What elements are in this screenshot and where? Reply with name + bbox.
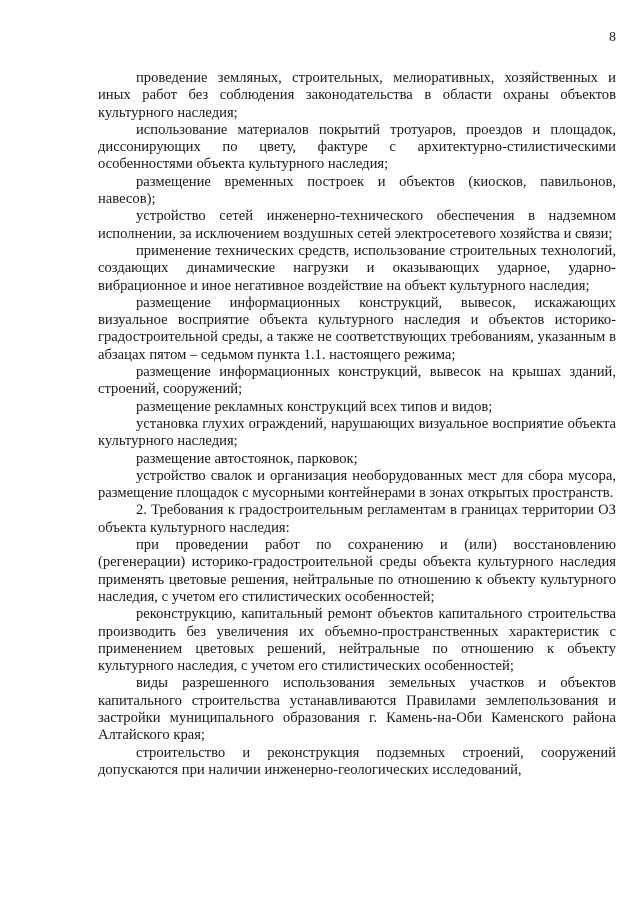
paragraph: устройство сетей инженерно-технического обеспечения в надземном исполнении, за исключением воздушных сетей электросетевого хозяйства и связи; bbox=[98, 208, 616, 242]
paragraph: установка глухих ограждений, нарушающих визуальное восприятие объекта культурного наследия; bbox=[98, 415, 616, 450]
paragraph: строительство и реконструкция подземных строений, сооружений допускаются при наличии инженерно-геологических исследований, bbox=[98, 744, 616, 778]
paragraph: размещение информационных конструкций, вывесок на крышах зданий, строений, сооружений; bbox=[98, 364, 616, 398]
paragraph: виды разрешенного использования земельных участков и объектов капитального строительства устанавливаются Правилами землепользования и застройки муниципального образования г. Камень-на-Оби Каменского района Алтайского края; bbox=[98, 675, 616, 744]
paragraph: размещение рекламных конструкций всех типов и видов; bbox=[136, 398, 493, 415]
paragraph: использование материалов покрытий тротуаров, проездов и площадок, диссонирующих по цвету, фактуре с архитектурно-стилистическими особенностями объекта культурного наследия; bbox=[98, 121, 616, 173]
paragraph: размещение информационных конструкций, вывесок, искажающих визуальное восприятие объекта культурного наследия и объектов историко-градостроительной среды, а также не соответствующих требованиям, указанным в абзацах пятом – седьмом пункта 1.1. настоящего режима; bbox=[98, 294, 616, 363]
paragraph: применение технических средств, использование строительных технологий, создающих динамические нагрузки и оказывающих ударное, ударно-вибрационное и иное негативное воздействие на объект культурного наследия; bbox=[98, 242, 616, 294]
paragraph: размещение автостоянок, парковок; bbox=[136, 450, 358, 467]
page-number: 8 bbox=[609, 30, 616, 45]
paragraph: проведение земляных, строительных, мелиоративных, хозяйственных и иных работ без соблюдения законодательства в области охраны объектов культурного наследия; bbox=[98, 70, 616, 121]
document-body bbox=[98, 70, 616, 779]
paragraph: устройство свалок и организация необорудованных мест для сбора мусора, размещение площадок с мусорными контейнерами в зонах открытых пространств. bbox=[98, 467, 616, 502]
section-heading: 2. Требования к градостроительным регламентам в границах территории ОЗ объекта культурного наследия: bbox=[98, 502, 616, 536]
paragraph: размещение временных построек и объектов (киосков, павильонов, навесов); bbox=[98, 173, 616, 208]
paragraph: при проведении работ по сохранению и (или) восстановлению (регенерации) историко-градостроительной среды объекта культурного наследия применять цветовые решения, нейтральные по отношению к объекту культурного наследия, с учетом его стилистических особенностей; bbox=[98, 537, 616, 605]
paragraph: реконструкцию, капитальный ремонт объектов капитального строительства производить без увеличения их объемно-пространственных характеристик с применением цветовых решений, нейтральные по отношению к объекту культурного наследия, с учетом его стилистических особенностей; bbox=[98, 606, 616, 675]
